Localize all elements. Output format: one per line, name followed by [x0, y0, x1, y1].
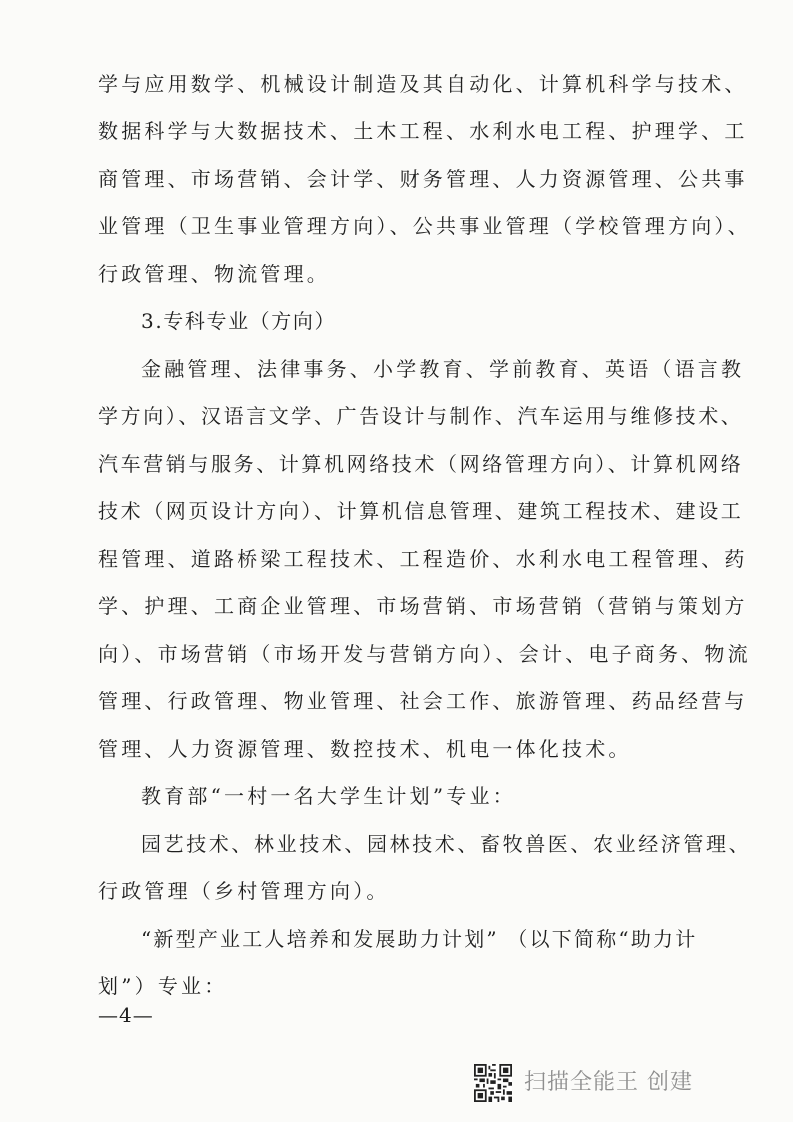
body-line: “新型产业工人培养和发展助力计划” （以下简称“助力计 [141, 927, 698, 951]
body-line: 汽车营销与服务、计算机网络技术（网络管理方向）、计算机网络 [98, 452, 744, 476]
body-line: 教育部“一村一名大学生计划”专业： [141, 784, 516, 808]
body-line: 学、护理、工商企业管理、市场营销、市场营销（营销与策划方 [98, 594, 748, 618]
body-line: 程管理、道路桥梁工程技术、工程造价、水利水电工程管理、药 [98, 547, 748, 571]
body-line: 行政管理、物流管理。 [98, 262, 330, 286]
section-heading: 3.专科专业（方向） [141, 309, 337, 333]
watermark-text: 扫描全能王 创建 [524, 1070, 693, 1095]
body-line: 管理、行政管理、物业管理、社会工作、旅游管理、药品经营与 [98, 689, 748, 713]
body-line: 划”）专业： [98, 974, 228, 998]
body-line: 园艺技术、林业技术、园林技术、畜牧兽医、农业经济管理、 [141, 832, 752, 856]
body-line: 数据科学与大数据技术、土木工程、水利水电工程、护理学、工 [98, 119, 748, 143]
body-line: 商管理、市场营销、会计学、财务管理、人力资源管理、公共事 [98, 167, 748, 191]
body-line: 金融管理、法律事务、小学教育、学前教育、英语（语言教 [141, 357, 745, 381]
body-line: 技术（网页设计方向）、计算机信息管理、建筑工程技术、建设工 [98, 499, 744, 523]
body-line: 管理、人力资源管理、数控技术、机电一体化技术。 [98, 737, 632, 761]
body-line: 向）、市场营销（市场开发与营销方向）、会计、电子商务、物流 [98, 642, 751, 666]
body-line: 学方向）、汉语言文学、广告设计与制作、汽车运用与维修技术、 [98, 404, 744, 428]
body-line: 业管理（卫生事业管理方向）、公共事业管理（学校管理方向）、 [98, 214, 751, 238]
body-line: 行政管理（乡村管理方向）。 [98, 879, 390, 903]
body-line: 学与应用数学、机械设计制造及其自动化、计算机科学与技术、 [98, 72, 748, 96]
qr-code-icon [474, 1064, 512, 1102]
scanner-watermark [474, 1064, 693, 1102]
page-number: —4— [98, 1003, 154, 1027]
